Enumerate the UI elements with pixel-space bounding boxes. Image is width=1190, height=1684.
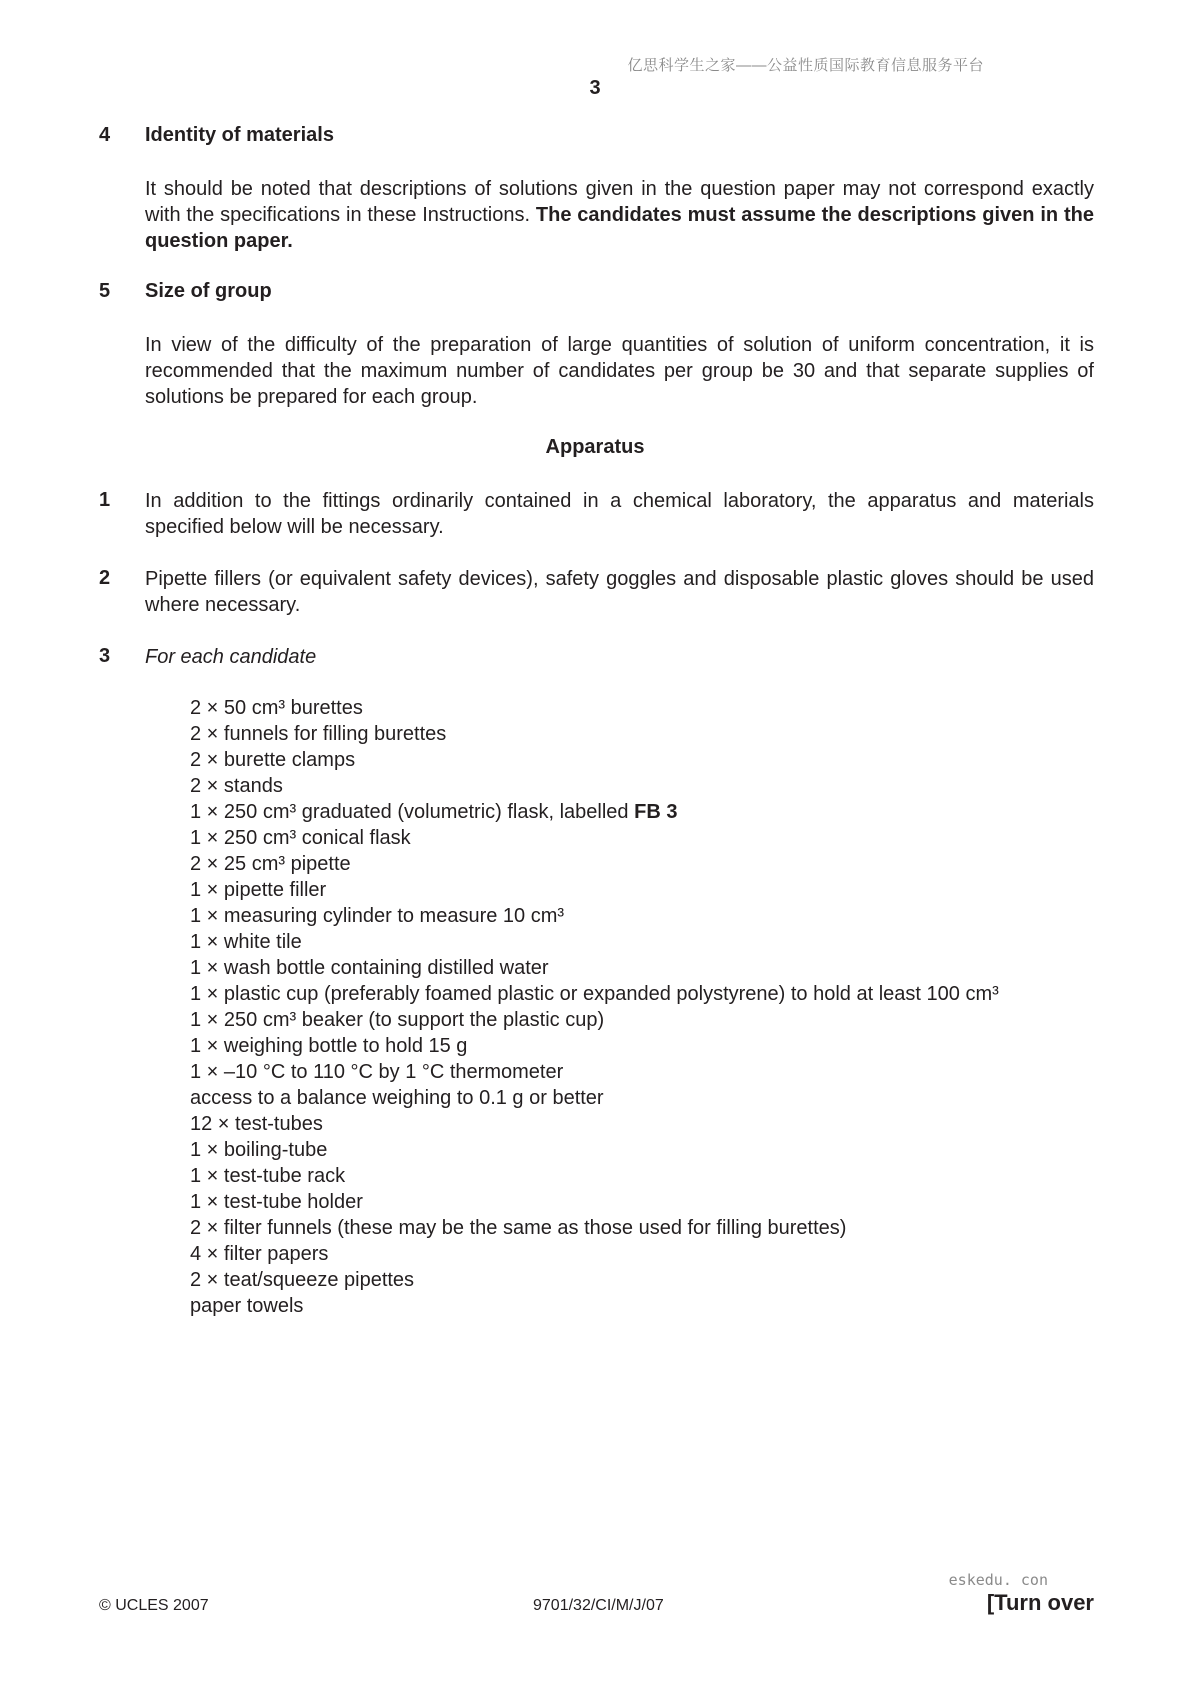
list-item: 2 × teat/squeeze pipettes bbox=[190, 1269, 415, 1291]
item-2-text: Pipette fillers (or equivalent safety devices), safety goggles and disposable plastic gloves should be used where necessary. bbox=[145, 568, 1094, 616]
list-item: 2 × 50 cm³ burettes bbox=[190, 697, 363, 719]
flask-label: FB 3 bbox=[634, 801, 678, 823]
list-item: 2 × funnels for filling burettes bbox=[190, 723, 447, 745]
item-3-title: For each candidate bbox=[145, 646, 317, 668]
list-item: 4 × filter papers bbox=[190, 1243, 329, 1265]
list-item: 2 × burette clamps bbox=[190, 749, 356, 771]
list-item: 1 × weighing bottle to hold 15 g bbox=[190, 1035, 468, 1057]
list-item: 1 × 250 cm³ beaker (to support the plastic cup) bbox=[190, 1009, 605, 1031]
item-2-number: 2 bbox=[99, 567, 111, 589]
section-4-title: Identity of materials bbox=[145, 124, 334, 146]
list-item: 1 × test-tube holder bbox=[190, 1191, 363, 1213]
item-1-number: 1 bbox=[99, 489, 111, 511]
list-item: 1 × pipette filler bbox=[190, 879, 327, 901]
watermark-top: 亿思科学生之家——公益性质国际教育信息服务平台 bbox=[627, 57, 984, 74]
section-5-paragraph: In view of the difficulty of the preparation of large quantities of solution of uniform concentration, it is recommended that the maximum number of candidates per group be 30 and that separate supplies of solutions be prepared for each group. bbox=[145, 334, 1094, 408]
copyright: © UCLES 2007 bbox=[99, 1597, 209, 1614]
section-4-text: It should be noted that descriptions of solutions given in the question paper may not correspond exactly with the specifications in these Instructions. bbox=[145, 178, 1094, 226]
list-item: 1 × –10 °C to 110 °C by 1 °C thermometer bbox=[190, 1061, 564, 1083]
page-number: 3 bbox=[589, 77, 601, 99]
list-item: paper towels bbox=[190, 1295, 304, 1317]
apparatus-heading: Apparatus bbox=[545, 436, 645, 458]
turn-over: [Turn over bbox=[986, 1590, 1094, 1615]
section-5-title: Size of group bbox=[145, 280, 272, 302]
equipment-list bbox=[190, 695, 999, 1319]
list-item bbox=[190, 799, 999, 825]
item-3-number: 3 bbox=[99, 645, 111, 667]
list-item: 1 × wash bottle containing distilled water bbox=[190, 957, 549, 979]
list-item: 2 × 25 cm³ pipette bbox=[190, 853, 351, 875]
list-item: 1 × white tile bbox=[190, 931, 302, 953]
list-item: 1 × test-tube rack bbox=[190, 1165, 346, 1187]
item-1-text: In addition to the fittings ordinarily contained in a chemical laboratory, the apparatus and materials specified below will be necessary. bbox=[145, 490, 1094, 538]
list-item-text: 1 × 250 cm³ graduated (volumetric) flask, labelled bbox=[190, 801, 629, 823]
list-item: 2 × stands bbox=[190, 775, 283, 797]
list-item: 1 × plastic cup (preferably foamed plastic or expanded polystyrene) to hold at least 100 cm³ bbox=[190, 983, 999, 1005]
paper-code: 9701/32/CI/M/J/07 bbox=[533, 1597, 664, 1614]
section-5-number: 5 bbox=[99, 280, 111, 302]
watermark-bottom: eskedu. con bbox=[948, 1571, 1048, 1589]
section-4-paragraph bbox=[145, 176, 1094, 254]
list-item: 1 × 250 cm³ conical flask bbox=[190, 827, 411, 849]
list-item: 12 × test-tubes bbox=[190, 1113, 323, 1135]
list-item: 1 × boiling-tube bbox=[190, 1139, 328, 1161]
section-4-number: 4 bbox=[99, 124, 111, 146]
section-4-bold-text: The candidates must assume the descriptions given in the question paper. bbox=[145, 204, 1094, 252]
list-item: 1 × measuring cylinder to measure 10 cm³ bbox=[190, 905, 565, 927]
list-item: 2 × filter funnels (these may be the same as those used for filling burettes) bbox=[190, 1217, 847, 1239]
list-item: access to a balance weighing to 0.1 g or better bbox=[190, 1087, 604, 1109]
